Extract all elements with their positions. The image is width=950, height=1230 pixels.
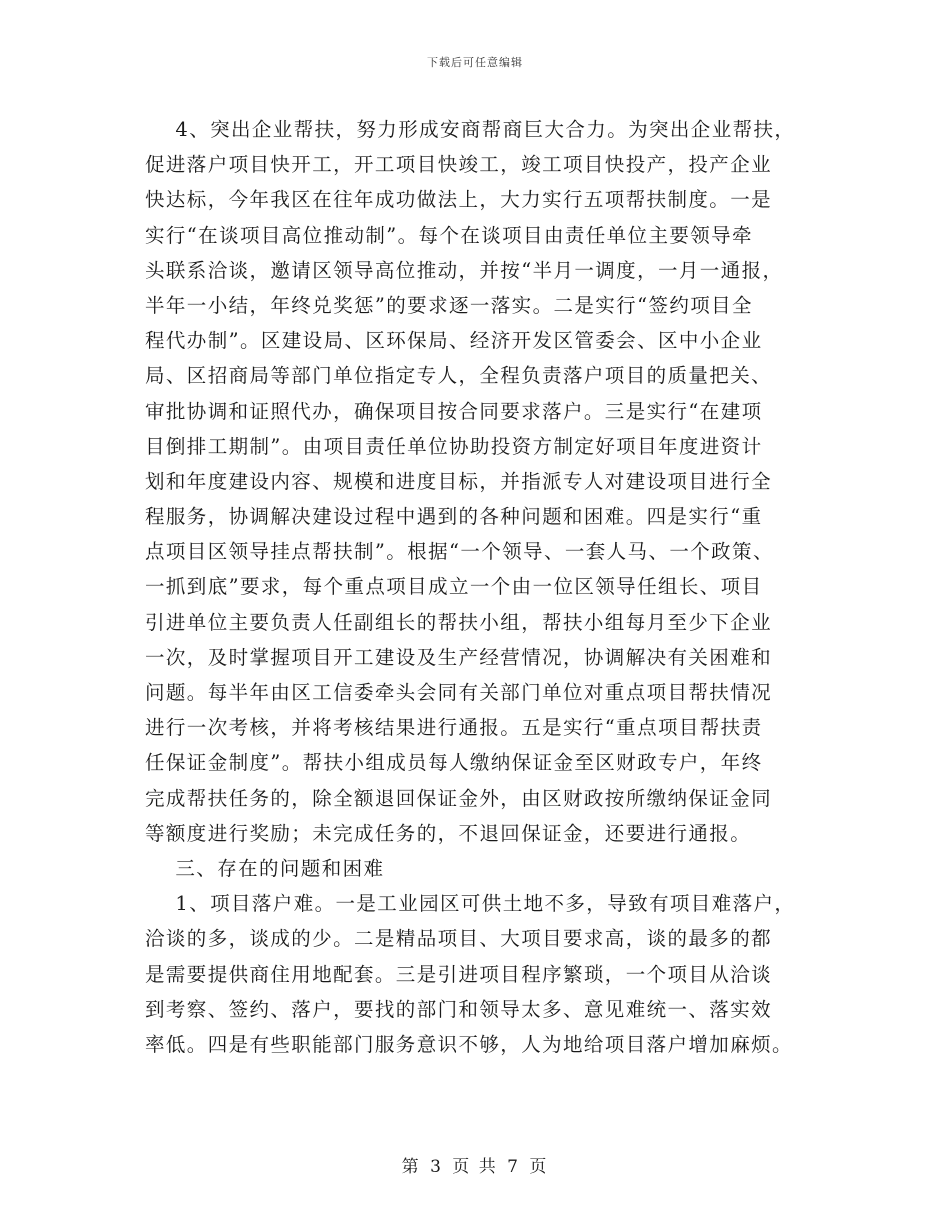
page-footer: [0, 1152, 950, 1177]
text-line: 头联系洽谈，邀请区领导高位推动，并按“半月一调度，一月一通报，: [145, 258, 784, 282]
text-line: 实行“在谈项目高位推动制”。每个在谈项目由责任单位主要领导牵: [145, 223, 753, 247]
text-line: 完成帮扶任务的，除全额退回保证金外，由区财政按所缴纳保证金同: [145, 786, 773, 810]
footer-middle: 页 共: [452, 1157, 498, 1177]
document-body: [145, 112, 795, 1062]
text-line: 程代办制”。区建设局、区环保局、经济开发区管委会、区中小企业: [145, 329, 763, 353]
text-line: 引进单位主要负责人任副组长的帮扶小组，帮扶小组每月至少下企业: [145, 610, 773, 634]
text-line: 是需要提供商住用地配套。三是引进项目程序繁琐，一个项目从洽谈: [145, 962, 773, 986]
text-line: 半年一小结，年终兑奖惩”的要求逐一落实。二是实行“签约项目全: [145, 293, 753, 317]
text-line: 率低。四是有些职能部门服务意识不够，人为地给项目落户增加麻烦。: [145, 1032, 793, 1056]
text-line: 目倒排工期制”。由项目责任单位协助投资方制定好项目年度进资计: [145, 434, 763, 458]
text-line: 一抓到底”要求，每个重点项目成立一个由一位区领导任组长、项目: [145, 575, 763, 599]
text-line: 进行一次考核，并将考核结果进行通报。五是实行“重点项目帮扶责: [145, 716, 763, 740]
text-line: 程服务，协调解决建设过程中遇到的各种问题和困难。四是实行“重: [145, 505, 763, 529]
text-line: 1、项目落户难。一是工业园区可供土地不多，导致有项目难落户，: [145, 892, 796, 916]
text-line: 洽谈的多，谈成的少。二是精品项目、大项目要求高，谈的最多的都: [145, 927, 773, 951]
text-line: 局、区招商局等部门单位指定专人，全程负责落户项目的质量把关、: [145, 364, 773, 388]
text-line: 划和年度建设内容、规模和进度目标，并指派专人对建设项目进行全: [145, 469, 773, 493]
footer-suffix: 页: [529, 1157, 549, 1177]
text-line: 任保证金制度”。帮扶小组成员每人缴纳保证金至区财政专户，年终: [145, 751, 763, 775]
section-heading: 三、存在的问题和困难: [145, 856, 385, 880]
text-line: 4、突出企业帮扶，努力形成安商帮商巨大合力。为突出企业帮扶，: [145, 118, 796, 141]
text-line: 一次，及时掌握项目开工建设及生产经营情况，协调解决有关困难和: [145, 645, 773, 669]
text-line: 审批协调和证照代办，确保项目按合同要求落户。三是实行“在建项: [145, 399, 763, 423]
text-line: 问题。每半年由区工信委牵头会同有关部门单位对重点项目帮扶情况: [145, 681, 773, 704]
text-line: 快达标，今年我区在往年成功做法上，大力实行五项帮扶制度。一是: [145, 188, 773, 212]
footer-prefix: 第: [401, 1157, 421, 1177]
text-line: 点项目区领导挂点帮扶制”。根据“一个领导、一套人马、一个政策、: [145, 540, 774, 564]
total-page-count: 7: [507, 1157, 520, 1177]
text-line: 促进落户项目快开工，开工项目快竣工，竣工项目快投产，投产企业: [145, 153, 773, 177]
current-page-number: 3: [430, 1157, 443, 1177]
page-header: 下载后可任意编辑: [427, 56, 523, 69]
text-line: 等额度进行奖励；未完成任务的，不退回保证金，还要进行通报。: [145, 821, 752, 845]
text-line: 到考察、签约、落户，要找的部门和领导太多、意见难统一、落实效: [145, 997, 773, 1021]
